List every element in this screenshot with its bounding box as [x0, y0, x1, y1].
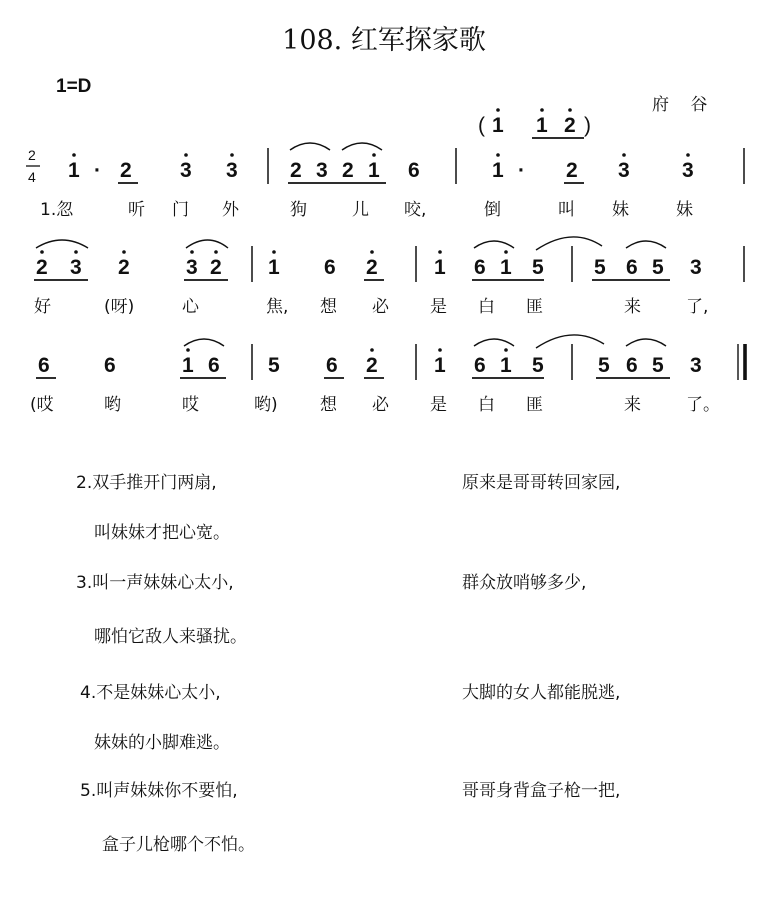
note: 3 — [618, 159, 630, 182]
octave-dot — [190, 250, 194, 254]
verse-line: 哪怕它敌人来骚扰。 — [94, 627, 247, 647]
note: 3 — [226, 159, 238, 182]
octave-dot — [272, 250, 276, 254]
octave-dot — [122, 250, 126, 254]
slur — [536, 237, 602, 250]
score-row-2 — [34, 237, 744, 317]
pickup-note: 1 — [492, 114, 504, 137]
octave-dot — [496, 108, 500, 112]
lyric: 狗 — [290, 200, 307, 220]
lyric: 叫 — [558, 200, 575, 220]
note: 2 — [36, 256, 48, 279]
note: 2 — [290, 159, 302, 182]
pickup-note: 2 — [564, 114, 576, 137]
octave-dot — [540, 108, 544, 112]
verse-line: 哥哥身背盒子枪一把, — [462, 781, 621, 801]
note: 5 — [652, 354, 664, 377]
octave-dot — [230, 153, 234, 157]
lyric: 必 — [372, 395, 389, 415]
lyric: 好 — [34, 297, 51, 317]
lyric: 来 — [624, 297, 641, 317]
note: 5 — [532, 354, 544, 377]
note: 3 — [690, 354, 702, 377]
pickup-note: 1 — [536, 114, 548, 137]
score-row-1 — [40, 143, 744, 220]
verse-line: 3.叫一声妹妹心太小, — [76, 573, 234, 593]
note: 6 — [474, 256, 486, 279]
lyric: 想 — [320, 395, 337, 415]
lyric: 来 — [624, 395, 641, 415]
note: 6 — [626, 256, 638, 279]
lyric: 倒 — [484, 200, 501, 220]
slur — [184, 339, 224, 346]
music-score — [0, 0, 768, 440]
note: 3 — [316, 159, 328, 182]
note: 2 — [210, 256, 222, 279]
slur — [474, 241, 514, 248]
lyric: 1.忽 — [40, 200, 74, 220]
lyric: 妹 — [676, 200, 693, 220]
note: 3 — [180, 159, 192, 182]
note: 5 — [594, 256, 606, 279]
octave-dot — [504, 250, 508, 254]
slur — [290, 143, 330, 150]
score-row-3 — [30, 335, 745, 415]
lyric: 是 — [430, 297, 447, 317]
lyric: 门 — [172, 200, 189, 220]
lyric: 哎 — [182, 395, 199, 415]
octave-dot — [438, 348, 442, 352]
lyric: 想 — [320, 297, 337, 317]
pickup-close-paren: ) — [584, 114, 591, 137]
lyric: 儿 — [352, 200, 369, 220]
note: · — [518, 159, 525, 182]
note: 6 — [208, 354, 220, 377]
note: 2 — [366, 354, 378, 377]
octave-dot — [622, 153, 626, 157]
lyric: 白 — [478, 395, 495, 415]
octave-dot — [568, 108, 572, 112]
octave-dot — [184, 153, 188, 157]
verse-line: 5.叫声妹妹你不要怕, — [80, 781, 238, 801]
octave-dot — [370, 348, 374, 352]
song-origin: 府 谷 — [652, 95, 716, 115]
slur — [626, 241, 666, 248]
lyric: 咬, — [404, 200, 427, 220]
key-signature: 1=D — [56, 76, 92, 97]
note: 1 — [434, 354, 446, 377]
note: 3 — [690, 256, 702, 279]
verse-line: 2.双手推开门两扇, — [76, 473, 217, 493]
verse-line: 盒子儿枪哪个不怕。 — [102, 835, 255, 855]
note: 6 — [326, 354, 338, 377]
octave-dot — [686, 153, 690, 157]
note: 5 — [598, 354, 610, 377]
lyric: 心 — [182, 297, 199, 317]
note: 1 — [492, 159, 504, 182]
note: 6 — [38, 354, 50, 377]
lyric: 焦, — [266, 297, 289, 317]
octave-dot — [72, 153, 76, 157]
note: 1 — [368, 159, 380, 182]
lyric: 了, — [686, 297, 709, 317]
song-title: 108. 红军探家歌 — [282, 25, 486, 56]
note: 1 — [434, 256, 446, 279]
time-sig-top: 2 — [28, 147, 36, 163]
note: 2 — [366, 256, 378, 279]
note: 2 — [120, 159, 132, 182]
note: 2 — [566, 159, 578, 182]
note: 2 — [342, 159, 354, 182]
lyric: 匪 — [526, 297, 543, 317]
note: 1 — [68, 159, 80, 182]
lyric: 匪 — [526, 395, 543, 415]
lyric: 必 — [372, 297, 389, 317]
note: 1 — [268, 256, 280, 279]
slur — [36, 240, 88, 248]
lyric: 白 — [478, 297, 495, 317]
slur — [474, 339, 514, 346]
octave-dot — [214, 250, 218, 254]
octave-dot — [504, 348, 508, 352]
octave-dot — [74, 250, 78, 254]
note: 6 — [104, 354, 116, 377]
time-sig-bottom: 4 — [28, 169, 36, 185]
pickup-open-paren: ( — [478, 114, 485, 137]
octave-dot — [496, 153, 500, 157]
note: 6 — [324, 256, 336, 279]
note: 6 — [408, 159, 420, 182]
lyric: 哟 — [104, 395, 121, 415]
verse-line: 叫妹妹才把心宽。 — [94, 523, 230, 543]
note: 6 — [474, 354, 486, 377]
slur — [186, 240, 228, 248]
lyric: 听 — [128, 200, 145, 220]
octave-dot — [438, 250, 442, 254]
octave-dot — [40, 250, 44, 254]
note: 2 — [118, 256, 130, 279]
octave-dot — [186, 348, 190, 352]
lyric: (呀) — [104, 297, 135, 317]
lyric: 是 — [430, 395, 447, 415]
note: 6 — [626, 354, 638, 377]
note: 3 — [186, 256, 198, 279]
note: 1 — [182, 354, 194, 377]
note: · — [94, 159, 101, 182]
verse-line: 妹妹的小脚难逃。 — [94, 733, 230, 753]
note: 5 — [268, 354, 280, 377]
note: 3 — [70, 256, 82, 279]
lyric: 哟) — [254, 395, 278, 415]
note: 1 — [500, 256, 512, 279]
note: 1 — [500, 354, 512, 377]
note: 5 — [652, 256, 664, 279]
lyric: 了。 — [686, 395, 720, 415]
slur — [536, 335, 604, 348]
verse-line: 群众放哨够多少, — [462, 573, 587, 593]
verse-line: 大脚的女人都能脱逃, — [462, 683, 621, 703]
note: 5 — [532, 256, 544, 279]
lyric: 妹 — [612, 200, 629, 220]
lyric: (哎 — [30, 395, 54, 415]
verse-line: 原来是哥哥转回家园, — [462, 473, 621, 493]
verse-line: 4.不是妹妹心太小, — [80, 683, 221, 703]
lyric: 外 — [222, 200, 239, 220]
octave-dot — [370, 250, 374, 254]
octave-dot — [372, 153, 376, 157]
note: 3 — [682, 159, 694, 182]
slur — [342, 143, 382, 150]
slur — [626, 339, 666, 346]
